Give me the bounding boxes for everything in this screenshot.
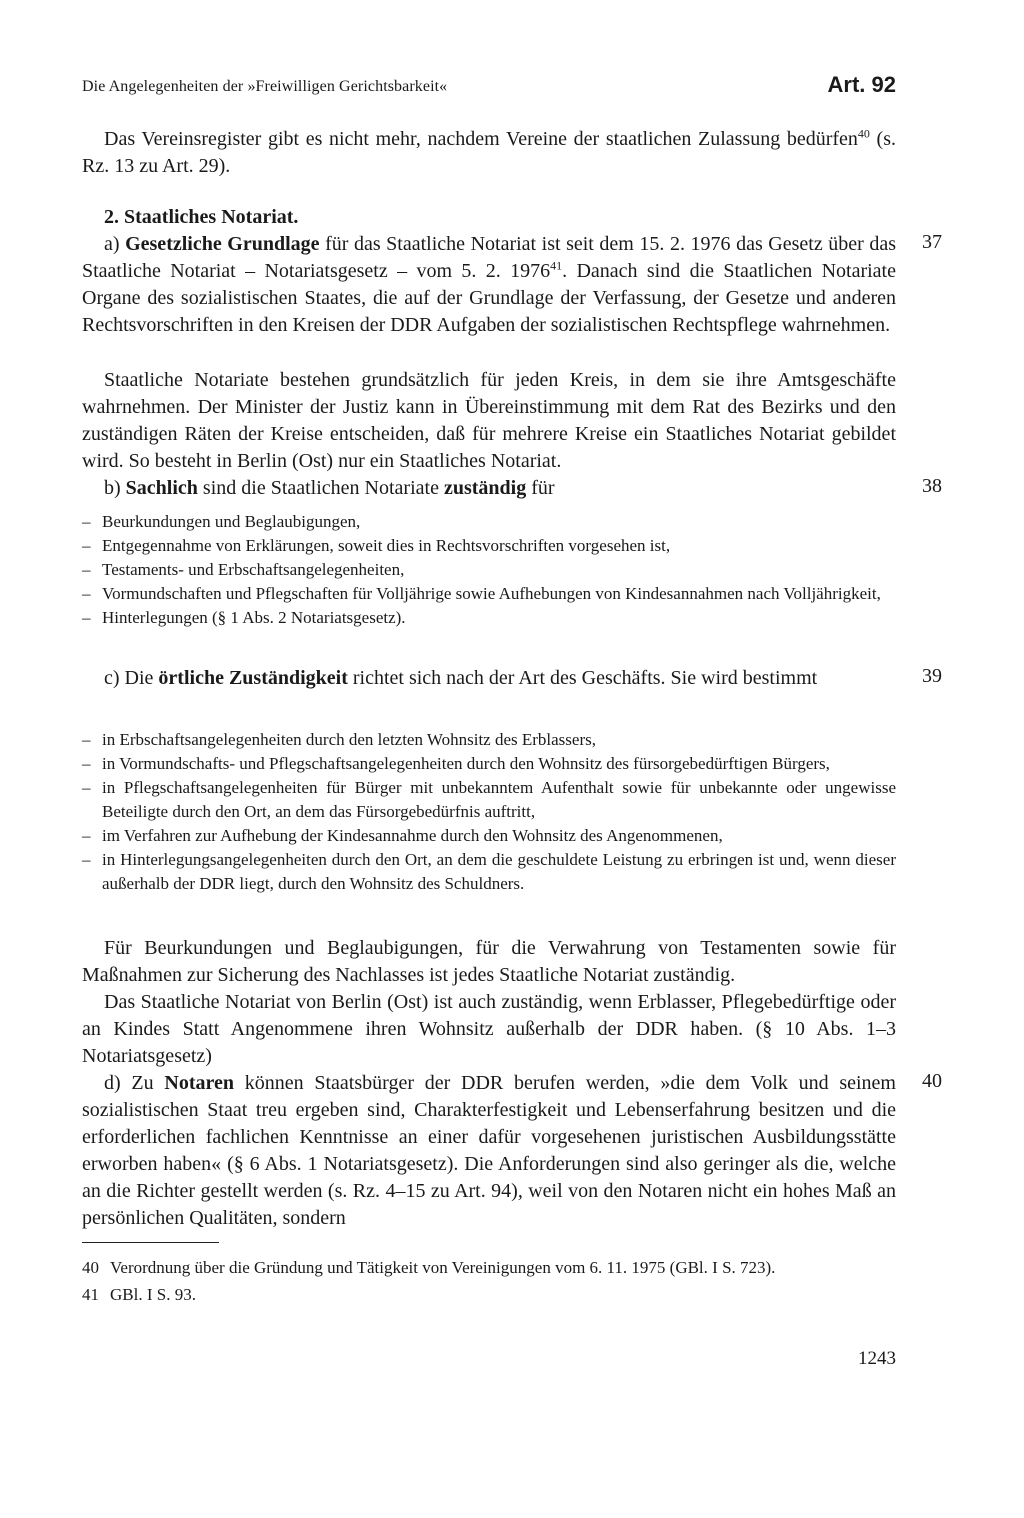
list-item: – in Pflegschaftsangelegenheiten für Bürger mit unbekanntem Aufenthalt sowie für unbekannte oder ungewisse Beteiligte durch den Ort, an dem das Fürsorgebedürfnis auftritt, bbox=[82, 778, 896, 821]
paragraph-kreis: Staatliche Notariate bestehen grundsätzlich für jeden Kreis, in dem sie ihre Amtsgeschäfte wahrnehmen. Der Minister der Justiz kann in Übereinstimmung mit dem Rat des Bezirks und den zuständigen Räten der Kreise entscheiden, daß für mehrere Kreise ein Staatliches Notariat gebildet wird. So besteht in Berlin (Ost) nur ein Staatliches Notariat. bbox=[82, 369, 896, 472]
list-sachliche-zustaendigkeit bbox=[82, 510, 896, 630]
footnote-ref-40[interactable]: 40 bbox=[857, 126, 870, 141]
margin-number-40: 40 bbox=[922, 1070, 942, 1092]
footnote-41: 41 GBl. I S. 93. bbox=[82, 1285, 196, 1304]
footnotes bbox=[82, 1256, 896, 1310]
list-item: – im Verfahren zur Aufhebung der Kindesannahme durch den Wohnsitz des Angenommenen, bbox=[82, 826, 723, 845]
margin-number-39: 39 bbox=[922, 665, 942, 687]
section-heading: 2. Staatliches Notariat. bbox=[104, 206, 299, 228]
paragraph-beurkundungen: Für Beurkundungen und Beglaubigungen, für die Verwahrung von Testamenten sowie für Maßnahmen zur Sicherung des Nachlasses ist jedes Staatliche Notariat zuständig. bbox=[82, 937, 896, 986]
list-item: – in Hinterlegungsangelegenheiten durch den Ort, an dem die geschuldete Leistung zu erbringen ist und, wenn dieser außerhalb der DDR liegt, durch den Wohnsitz des Schuldners. bbox=[82, 850, 896, 893]
page-number: 1243 bbox=[858, 1348, 896, 1369]
list-item: – Beurkundungen und Beglaubigungen, bbox=[82, 512, 361, 531]
list-item: – Entgegennahme von Erklärungen, soweit dies in Rechtsvorschriften vorgesehen ist, bbox=[82, 536, 671, 555]
margin-number-37: 37 bbox=[922, 231, 942, 253]
paragraph-vereinsregister: Das Vereinsregister gibt es nicht mehr, nachdem Vereine der staatlichen Zulassung bedürfen$^{40}$ (s. Rz. 13 zu Art. 29). bbox=[82, 126, 896, 177]
list-item: – Hinterlegungen (§ 1 Abs. 2 Notariatsgesetz). bbox=[82, 608, 406, 627]
paragraph-b: b) Sachlich sind die Staatlichen Notariate zuständig für bbox=[104, 477, 555, 499]
list-item: – in Vormundschafts- und Pflegschaftsangelegenheiten durch den Wohnsitz des fürsorgebedürftigen Bürgers, bbox=[82, 754, 830, 773]
footnote-rule bbox=[82, 1242, 219, 1243]
list-oertliche-zustaendigkeit bbox=[82, 728, 896, 896]
paragraph-d: d) Zu Notaren können Staatsbürger der DDR berufen werden, »die dem Volk und seinem sozialistischen Staat treu ergeben sind, Charakterfestigkeit und Lebenserfahrung besitzen und die erforderlichen fachlichen Kenntnisse an einer dafür vorgesehenen juristischen Ausbildungsstätte erworben haben« (§ 6 Abs. 1 Notariatsgesetz). Die Anforderungen sind also geringer als die, welche an die Richter gestellt werden (s. Rz. 4–15 zu Art. 94), weil von den Notaren nicht ein hohes Maß an persönlichen Qualitäten, sondern bbox=[82, 1072, 896, 1229]
margin-number-38: 38 bbox=[922, 475, 942, 497]
list-item: – Testaments- und Erbschaftsangelegenheiten, bbox=[82, 560, 405, 579]
article-label: Art. 92 bbox=[827, 72, 896, 97]
footnote-40: 40 Verordnung über die Gründung und Tätigkeit von Vereinigungen vom 6. 11. 1975 (GBl. I S. 723). bbox=[82, 1258, 776, 1277]
list-item: – in Erbschaftsangelegenheiten durch den letzten Wohnsitz des Erblassers, bbox=[82, 730, 596, 749]
list-item: – Vormundschaften und Pflegschaften für Volljährige sowie Aufhebungen von Kindesannahmen nach Volljährigkeit, bbox=[82, 584, 881, 603]
paragraph-berlin: Das Staatliche Notariat von Berlin (Ost) ist auch zuständig, wenn Erblasser, Pflegebedürftige oder an Kindes Statt Angenommene ihren Wohnsitz außerhalb der DDR haben. (§ 10 Abs. 1–3 Notariatsgesetz) bbox=[82, 991, 896, 1067]
running-header: Die Angelegenheiten der »Freiwilligen Gerichtsbarkeit« bbox=[82, 78, 448, 95]
paragraph-c: c) Die örtliche Zuständigkeit richtet sich nach der Art des Geschäfts. Sie wird bestimmt bbox=[104, 667, 818, 689]
paragraph-a: a) Gesetzliche Grundlage für das Staatliche Notariat ist seit dem 15. 2. 1976 das Gesetz über das Staatliche Notariat – Notariatsgesetz – vom 5. 2. 1976$^{41}$. Danach sind die Staatlichen Notariate Organe des sozialistischen Staates, die auf der Grundlage der Verfassung, der Gesetze und anderen Rechtsvorschriften in den Kreisen der DDR Aufgaben der sozialistischen Rechtspflege wahrnehmen. bbox=[82, 233, 896, 336]
footnote-ref-41[interactable]: 41 bbox=[550, 258, 563, 273]
